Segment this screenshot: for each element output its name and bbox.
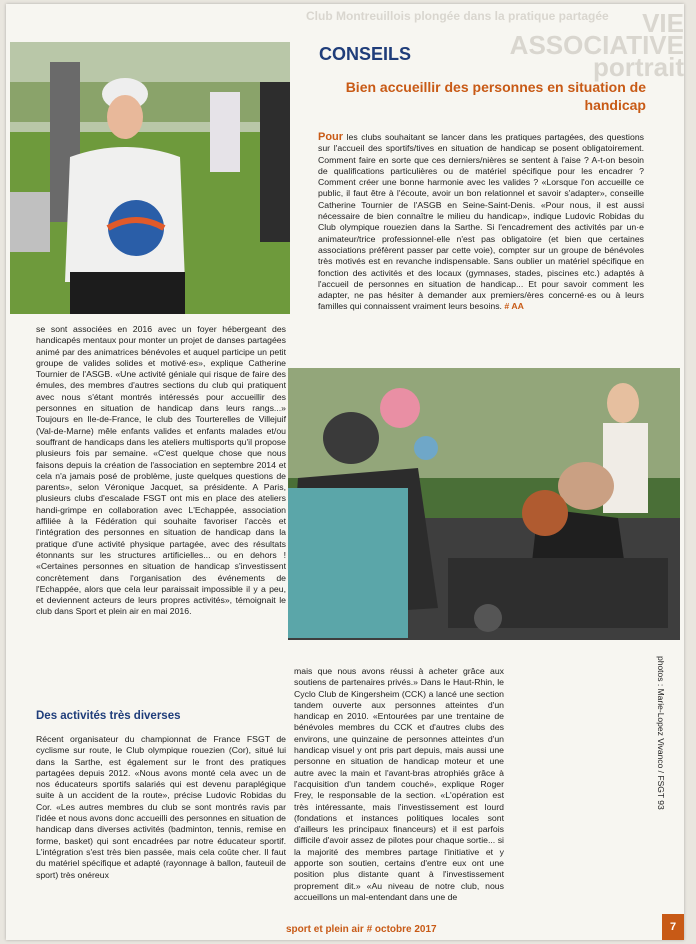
article-column-left-top: se sont associées en 2016 avec un foyer hébergeant des handicapés mentaux pour monter un projet de danses partagées animé par des animatrices bénévoles et auquel participe un petit groupe de valides solides et motivé·es», explique Catherine Tournier de l'ASGB. «Une activité géniale qui risque de faire des émules, des membres d'autres sections du club qui pratiquent avec nous s'étant montrés intéressés pour accueillir des personnes en situation de handicap dans leurs rangs...» Toujours en Ile-de-France, le club des Tourterelles de Villejuif (Val-de-Marne) mêle enfants valides et enfants malades et/ou souffrant de handicaps dans les ateliers multisports qu'il propose plusieurs fois par semaine. «C'est quelque chose que nous faisons depuis la création de l'association en septembre 2014 et cela n'a jamais posé de problème, juste quelques questions de parents», selon Véronique Jacquet, sa présidente. A Paris, plusieurs clubs d'escalade FSGT ont mis en place des ateliers handi-grimpe en collaboration avec L'Echappée, association affiliée à la Fédération qui souhaite favoriser l'accès et l'intégration des personnes en situation de handicap dans la pratique d'une activité physique partagée, avec des résultats étonnants sur les structures artificielles... ou en dehors ! «Certaines personnes en situation de handicap s'investissent concrètement dans l'organisation des événements de l'Echappée, alors que cela leur paraissait impossible il y a peu, et deviennent acteurs de leurs propres activités», témoignait le club dans Sport et plein air en mai 2016. [36,324,286,617]
page-footer: sport et plein air # octobre 2017 [286,924,437,935]
intro-signature: # AA [501,301,524,312]
photo-credit [654,656,678,916]
photo-girl-ball [10,42,290,314]
headline: Bien accueillir des personnes en situation de handicap [345,79,646,113]
subheading: Des activités très diverses [36,710,181,722]
page-number: 7 [662,914,684,940]
section-title: CONSEILS [319,44,412,64]
bleed-through-banner: VIE ASSOCIATIVE portrait [509,8,684,82]
article-column-left-bottom: Récent organisateur du championnat de France FSGT de cyclisme sur route, le Club olympique rouezien (Cor), situé lui dans la Sarthe, est également sur le front des pratiques partagées depuis 2012. «Nous avons monté cela avec un de nos éducateurs sportifs salariés qui est devenu paraplégique suite à un accident de la route», précise Ludovic Robidas du Cor. «Les autres membres du club se sont montrés ravis par l'idée et nous avons donc accueilli des personnes en situation de handicap dans diverses activités (badminton, tennis, remise en forme, basket) qui sont encadrées par notre éducateur sportif. L'intégration s'est très bien passée, mais cela coûte cher. Il faut du matériel spécifique et adapté (rayonnage à ballon, fauteuil de sport) très onéreux [36,734,286,880]
intro-box [318,132,644,313]
photo-wheelchair-ball [288,368,680,640]
magazine-page [6,4,684,940]
article-column-right: mais que nous avons réussi à acheter grâce aux soutiens de partenaires privés.» Dans le Haut-Rhin, le Cyclo Club de Kingersheim (CCK) a lancé une section tandem ouverte aux personnes atteintes d'un handicap en 2010. «Entourées par une trentaine de bénévoles membres du CCK et d'autres clubs des environs, une quinzaine de personnes atteintes d'un handicap visuel y ont pris part depuis, mais aussi une personne en situation de handicap moteur et une autre avec la main et l'avant-bras atrophiés grâce à l'acquisition d'un tandem couché», explique Roger Frey, le responsable de la section. «L'opération est très intéressante, mais l'investissement est lourd (fondations et instances politiques locales sont d'ailleurs les principaux financeurs) et il est parfois difficile d'avoir assez de pilotes pour chaque sortie... si la majorité des membres partage l'initiative et y apporte son soutien, certains d'entre eux ont une position plus distante quant à l'investissement proprement dit.» «Au niveau de notre club, nous accueillons un mal-entendant dans une de [294,666,504,902]
bleed-through-text: Club Montreuillois plongée dans la pratique partagée [306,9,609,23]
intro-body: les clubs souhaitant se lancer dans les pratiques partagées, des questions sur l'accueil des sportifs/tives en situation de handicap se posent obligatoirement. Comment faire en sorte que ces derniers/nières se sentent à l'aise ? A-t-on besoin de qualifications particulières ou de matériel spécifique pour les encadrer ? Comment créer une bonne harmonie avec les valides ? «Lorsque l'on accueille ce public, il faut être à l'écoute, avoir un bon relationnel et savoir s'adapter», conseille Catherine Tournier de l'ASGB en Seine-Saint-Denis. «Pour nous, il est aussi nécessaire de bien connaître le milieu du handicap», indique Ludovic Robidas du Club olympique rouezien dans la Sarthe. Si l'encadrement des activités par un·e animateur/trice professionnel·elle n'est pas obligatoire (et bien que certaines associations préfèrent passer par cette voie), compter sur un groupe de bénévoles très motivés est en revanche indispensable. Sans oublier un matériel spécifique en fonction des activités et des locaux (gymnases, stades, piscines etc.) adaptés à l'accueil de personnes en situation de handicap... Et pour savoir comment les adapter, ne pas hésiter à demander aux premiers/ères concerné·es ou à leurs familles qui connaissent vraiment leurs besoins. [318,132,644,312]
photo-credit-text: photos : Marie-Lopez Vivanco / FSGT 93 [656,656,666,810]
intro-lead: Pour [318,131,344,143]
